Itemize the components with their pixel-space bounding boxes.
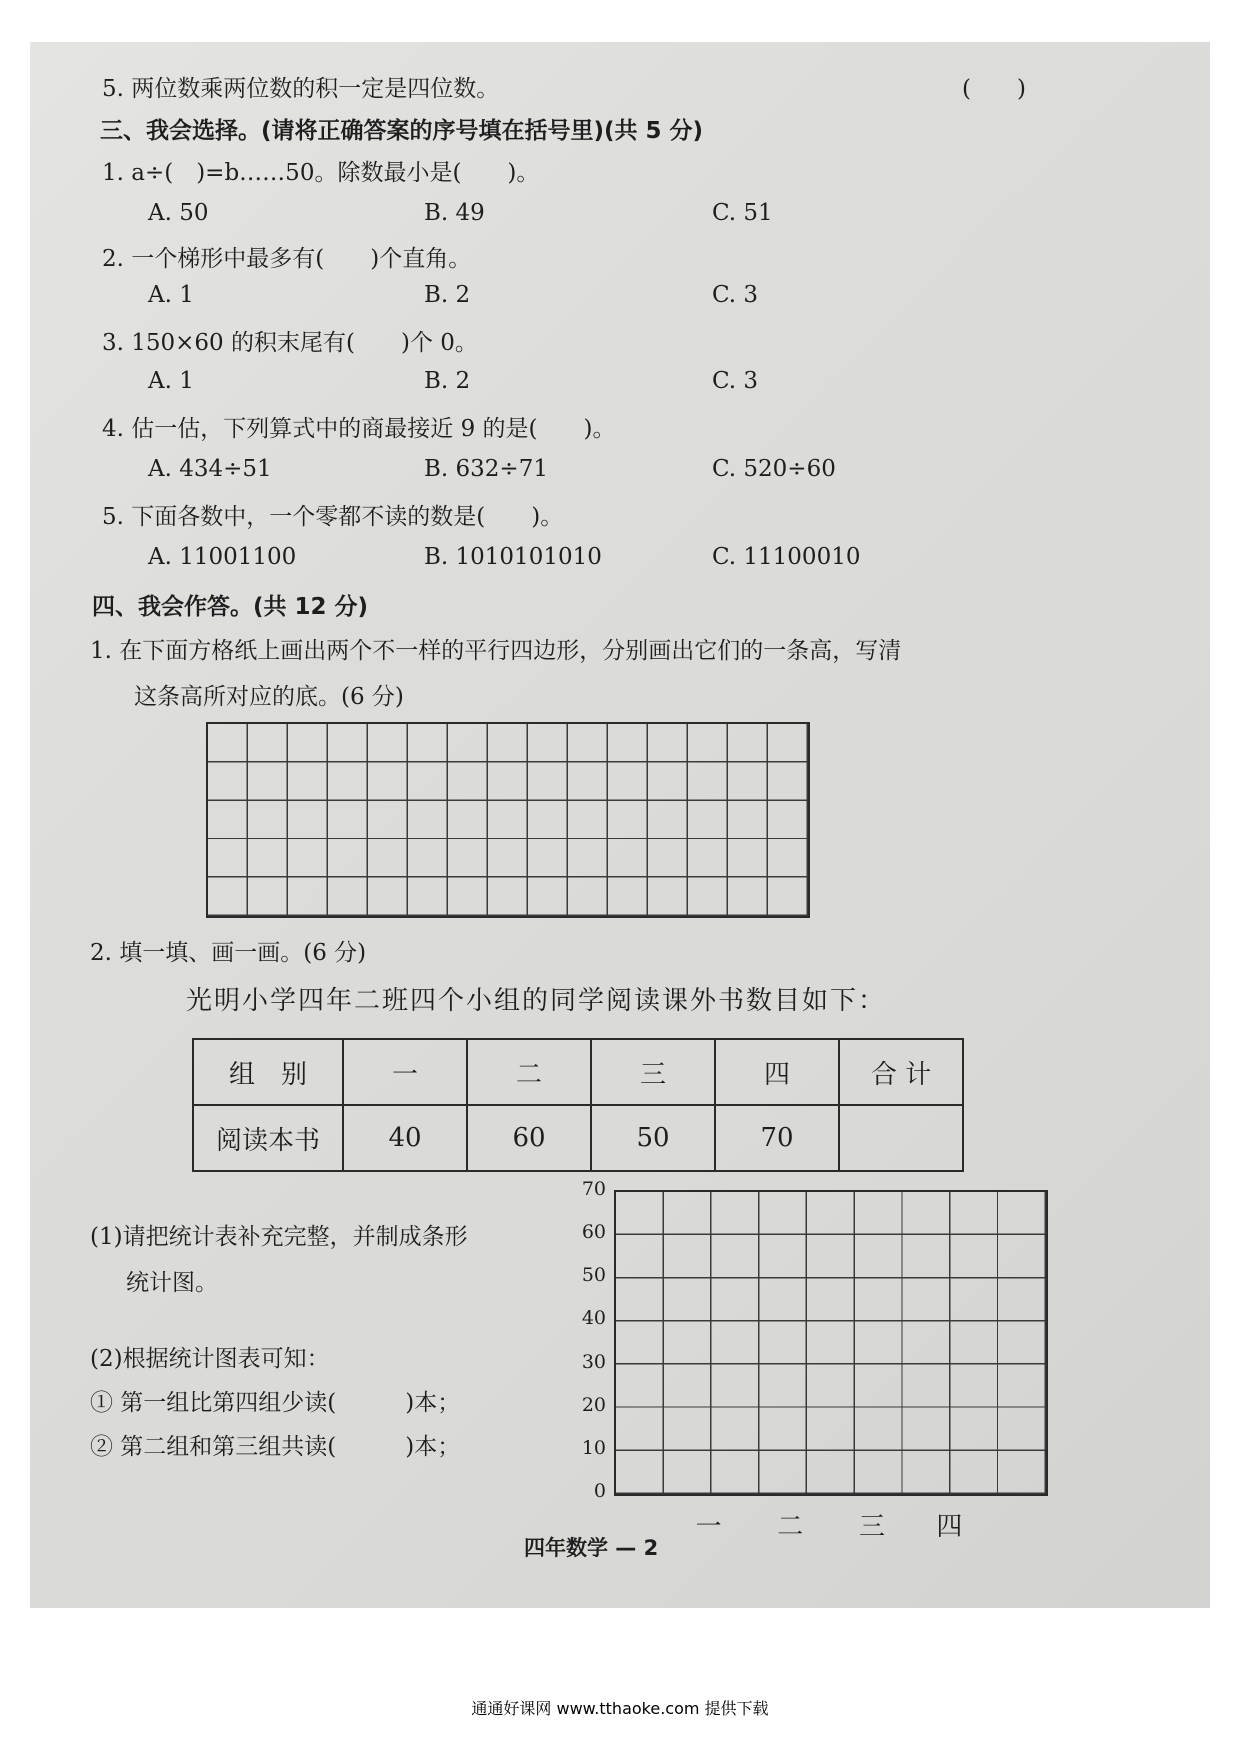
choice-q2-option-c: C. 3: [712, 282, 759, 308]
table-total-cell: [839, 1105, 963, 1171]
x-tick-label: 四: [936, 1512, 963, 1542]
choice-q2-option-b: B. 2: [424, 282, 471, 308]
sub-question-1-line2: 统计图。: [126, 1270, 218, 1296]
square-grid-paper: [206, 722, 810, 918]
table-cell: 阅读本书: [193, 1105, 343, 1171]
choice-q5: 5. 下面各数中，一个零都不读的数是( )。: [102, 504, 564, 530]
table-header-cell: 三: [591, 1039, 715, 1105]
reading-stats-table: [192, 1038, 964, 1172]
table-header-cell: 一: [343, 1039, 467, 1105]
answer-q1-line1: 1. 在下面方格纸上画出两个不一样的平行四边形，分别画出它们的一条高，写清: [90, 638, 902, 664]
section-3-heading: 三、我会选择。(请将正确答案的序号填在括号里)(共 5 分): [100, 118, 704, 144]
sub-question-2: (2)根据统计图表可知：: [90, 1346, 330, 1372]
table-cell: 70: [715, 1105, 839, 1171]
x-tick-label: 二: [777, 1512, 804, 1542]
choice-q5-option-c: C. 11100010: [712, 544, 861, 570]
choice-q1-option-c: C. 51: [712, 200, 773, 226]
page-number-label: 四年数学 — 2: [524, 1536, 659, 1560]
bar-chart-grid: [614, 1190, 1048, 1496]
answer-q2-intro: 光明小学四年二班四个小组的同学阅读课外书数目如下：: [186, 986, 887, 1016]
y-tick-label: 30: [581, 1350, 606, 1373]
scanned-page: [30, 42, 1210, 1608]
x-tick-label: 一: [695, 1512, 722, 1542]
y-tick-label: 60: [581, 1221, 606, 1244]
choice-q1: 1. a÷( )=b……50。除数最小是( )。: [102, 160, 540, 186]
table-cell: 50: [591, 1105, 715, 1171]
answer-q1-line2: 这条高所对应的底。(6 分): [134, 684, 404, 710]
judgement-q5: 5. 两位数乘两位数的积一定是四位数。: [102, 76, 500, 102]
y-tick-label: 20: [581, 1393, 606, 1416]
choice-q5-option-b: B. 1010101010: [424, 544, 602, 570]
choice-q5-option-a: A. 11001100: [148, 544, 297, 570]
y-tick-label: 50: [581, 1264, 606, 1287]
judgement-q5-answer-paren: ( ): [962, 76, 1026, 102]
table-header-cell: 四: [715, 1039, 839, 1105]
download-footer: 通通好课网 www.tthaoke.com 提供下载: [471, 1699, 769, 1718]
choice-q4: 4. 估一估，下列算式中的商最接近 9 的是( )。: [102, 416, 616, 442]
choice-q3-option-b: B. 2: [424, 368, 471, 394]
table-header-row: [193, 1039, 963, 1105]
section-4-heading: 四、我会作答。(共 12 分): [92, 594, 369, 620]
choice-q1-option-a: A. 50: [148, 200, 209, 226]
choice-q2-option-a: A. 1: [148, 282, 194, 308]
y-tick-label: 0: [593, 1480, 606, 1502]
table-row: [193, 1105, 963, 1171]
y-tick-label: 70: [581, 1178, 606, 1200]
table-header-cell: 组 别: [193, 1039, 343, 1105]
y-tick-label: 40: [581, 1307, 606, 1330]
choice-q3-option-a: A. 1: [148, 368, 194, 394]
table-cell: 40: [343, 1105, 467, 1171]
choice-q4-option-b: B. 632÷71: [424, 456, 548, 482]
answer-q2-title: 2. 填一填、画一画。(6 分): [90, 940, 367, 966]
choice-q4-option-c: C. 520÷60: [712, 456, 836, 482]
choice-q2: 2. 一个梯形中最多有( )个直角。: [102, 246, 472, 272]
choice-q1-option-b: B. 49: [424, 200, 485, 226]
table-header-cell: 合 计: [839, 1039, 963, 1105]
choice-q3-option-c: C. 3: [712, 368, 759, 394]
x-tick-label: 三: [858, 1512, 885, 1542]
sub-question-2-item-2: ② 第二组和第三组共读( )本；: [90, 1434, 461, 1460]
y-tick-label: 10: [581, 1436, 606, 1459]
choice-q3: 3. 150×60 的积末尾有( )个 0。: [102, 330, 478, 356]
sub-question-2-item-1: ① 第一组比第四组少读( )本；: [90, 1390, 461, 1416]
table-cell: 60: [467, 1105, 591, 1171]
table-header-cell: 二: [467, 1039, 591, 1105]
sub-question-1-line1: (1)请把统计表补充完整，并制成条形: [90, 1224, 468, 1250]
choice-q4-option-a: A. 434÷51: [148, 456, 272, 482]
